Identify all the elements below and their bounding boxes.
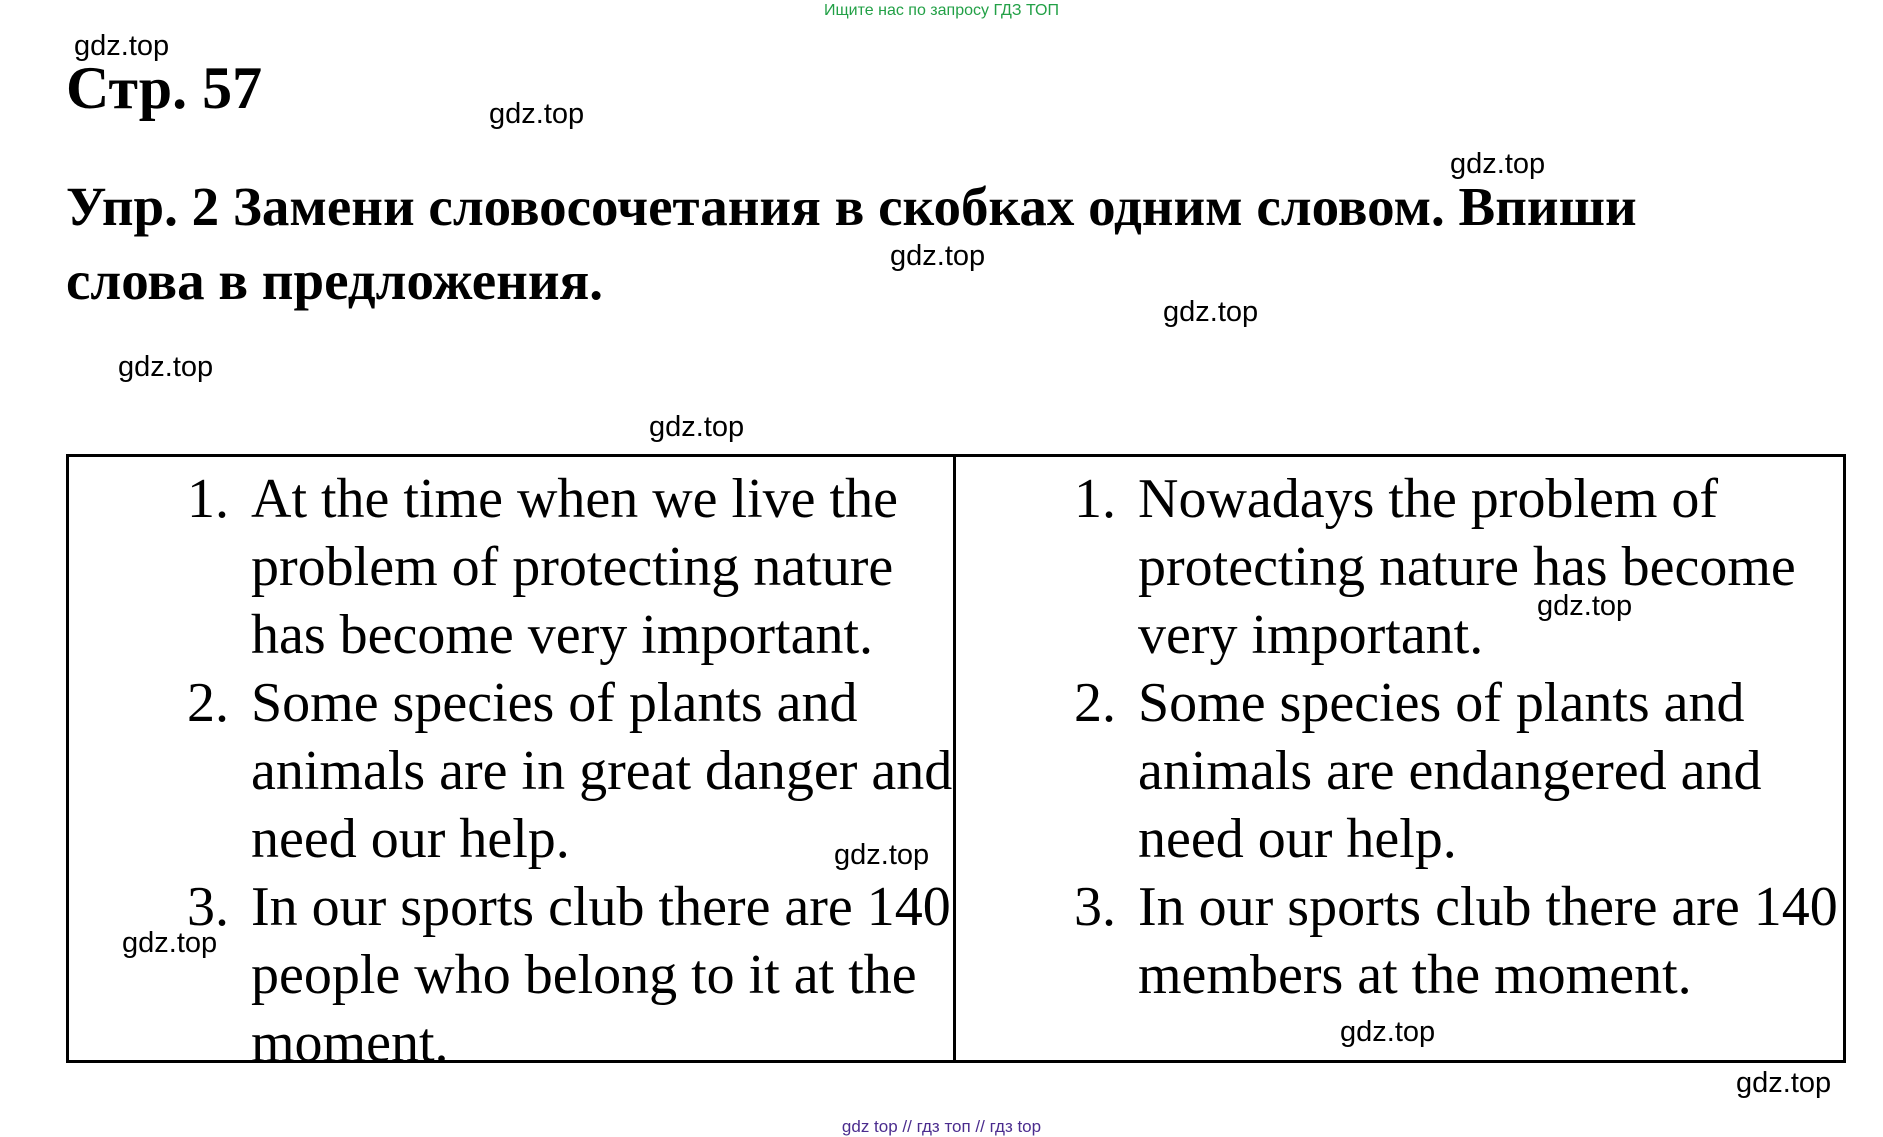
watermark: gdz.top: [890, 240, 986, 272]
item-number: 3.: [1074, 876, 1116, 938]
task-instruction: Упр. 2 Замени словосочетания в скобках одним словом. Впиши слова в предложения.: [66, 176, 1637, 311]
original-sentences-column: [69, 457, 956, 1074]
footer-links: gdz top // гдз топ // гдз top: [841, 1117, 1042, 1136]
watermark: gdz.top: [489, 98, 585, 130]
item-text: Nowadays the problem of protecting nature has become very important.: [1138, 468, 1796, 666]
page-title: Стр. 57: [66, 55, 263, 121]
item-number: 1.: [187, 468, 229, 530]
answer-table: [66, 454, 1846, 1074]
list-item: [69, 873, 953, 1077]
watermark: gdz.top: [74, 30, 170, 62]
item-number: 2.: [187, 672, 229, 734]
watermark: gdz.top: [1340, 1016, 1436, 1048]
watermark: gdz.top: [1163, 296, 1259, 328]
item-text: At the time when we live the problem of protecting nature has become very important.: [251, 468, 898, 666]
item-number: 1.: [1074, 468, 1116, 530]
list-item: [956, 465, 1843, 669]
top-banner: Ищите нас по запросу ГДЗ ТОП: [824, 2, 1059, 19]
watermark: gdz.top: [122, 927, 218, 959]
watermark: gdz.top: [1450, 148, 1546, 180]
list-item: [956, 669, 1843, 873]
item-text: In our sports club there are 140 members at the moment.: [1138, 876, 1838, 1006]
item-number: 2.: [1074, 672, 1116, 734]
item-text: Some species of plants and animals are in great danger and need our help.: [251, 672, 953, 870]
answer-sentences-column: [956, 457, 1843, 1060]
list-item: [69, 465, 953, 669]
watermark: gdz.top: [118, 351, 214, 383]
list-item: [69, 669, 953, 873]
item-text: In our sports club there are 140 people who belong to it at the moment.: [251, 876, 951, 1074]
watermark: gdz.top: [834, 839, 930, 871]
item-number: 3.: [187, 876, 229, 938]
list-item: [956, 873, 1843, 1009]
watermark: gdz.top: [1537, 590, 1633, 622]
item-text: Some species of plants and animals are endangered and need our help.: [1138, 672, 1762, 870]
watermark: gdz.top: [649, 411, 745, 443]
watermark: gdz.top: [1736, 1067, 1832, 1099]
